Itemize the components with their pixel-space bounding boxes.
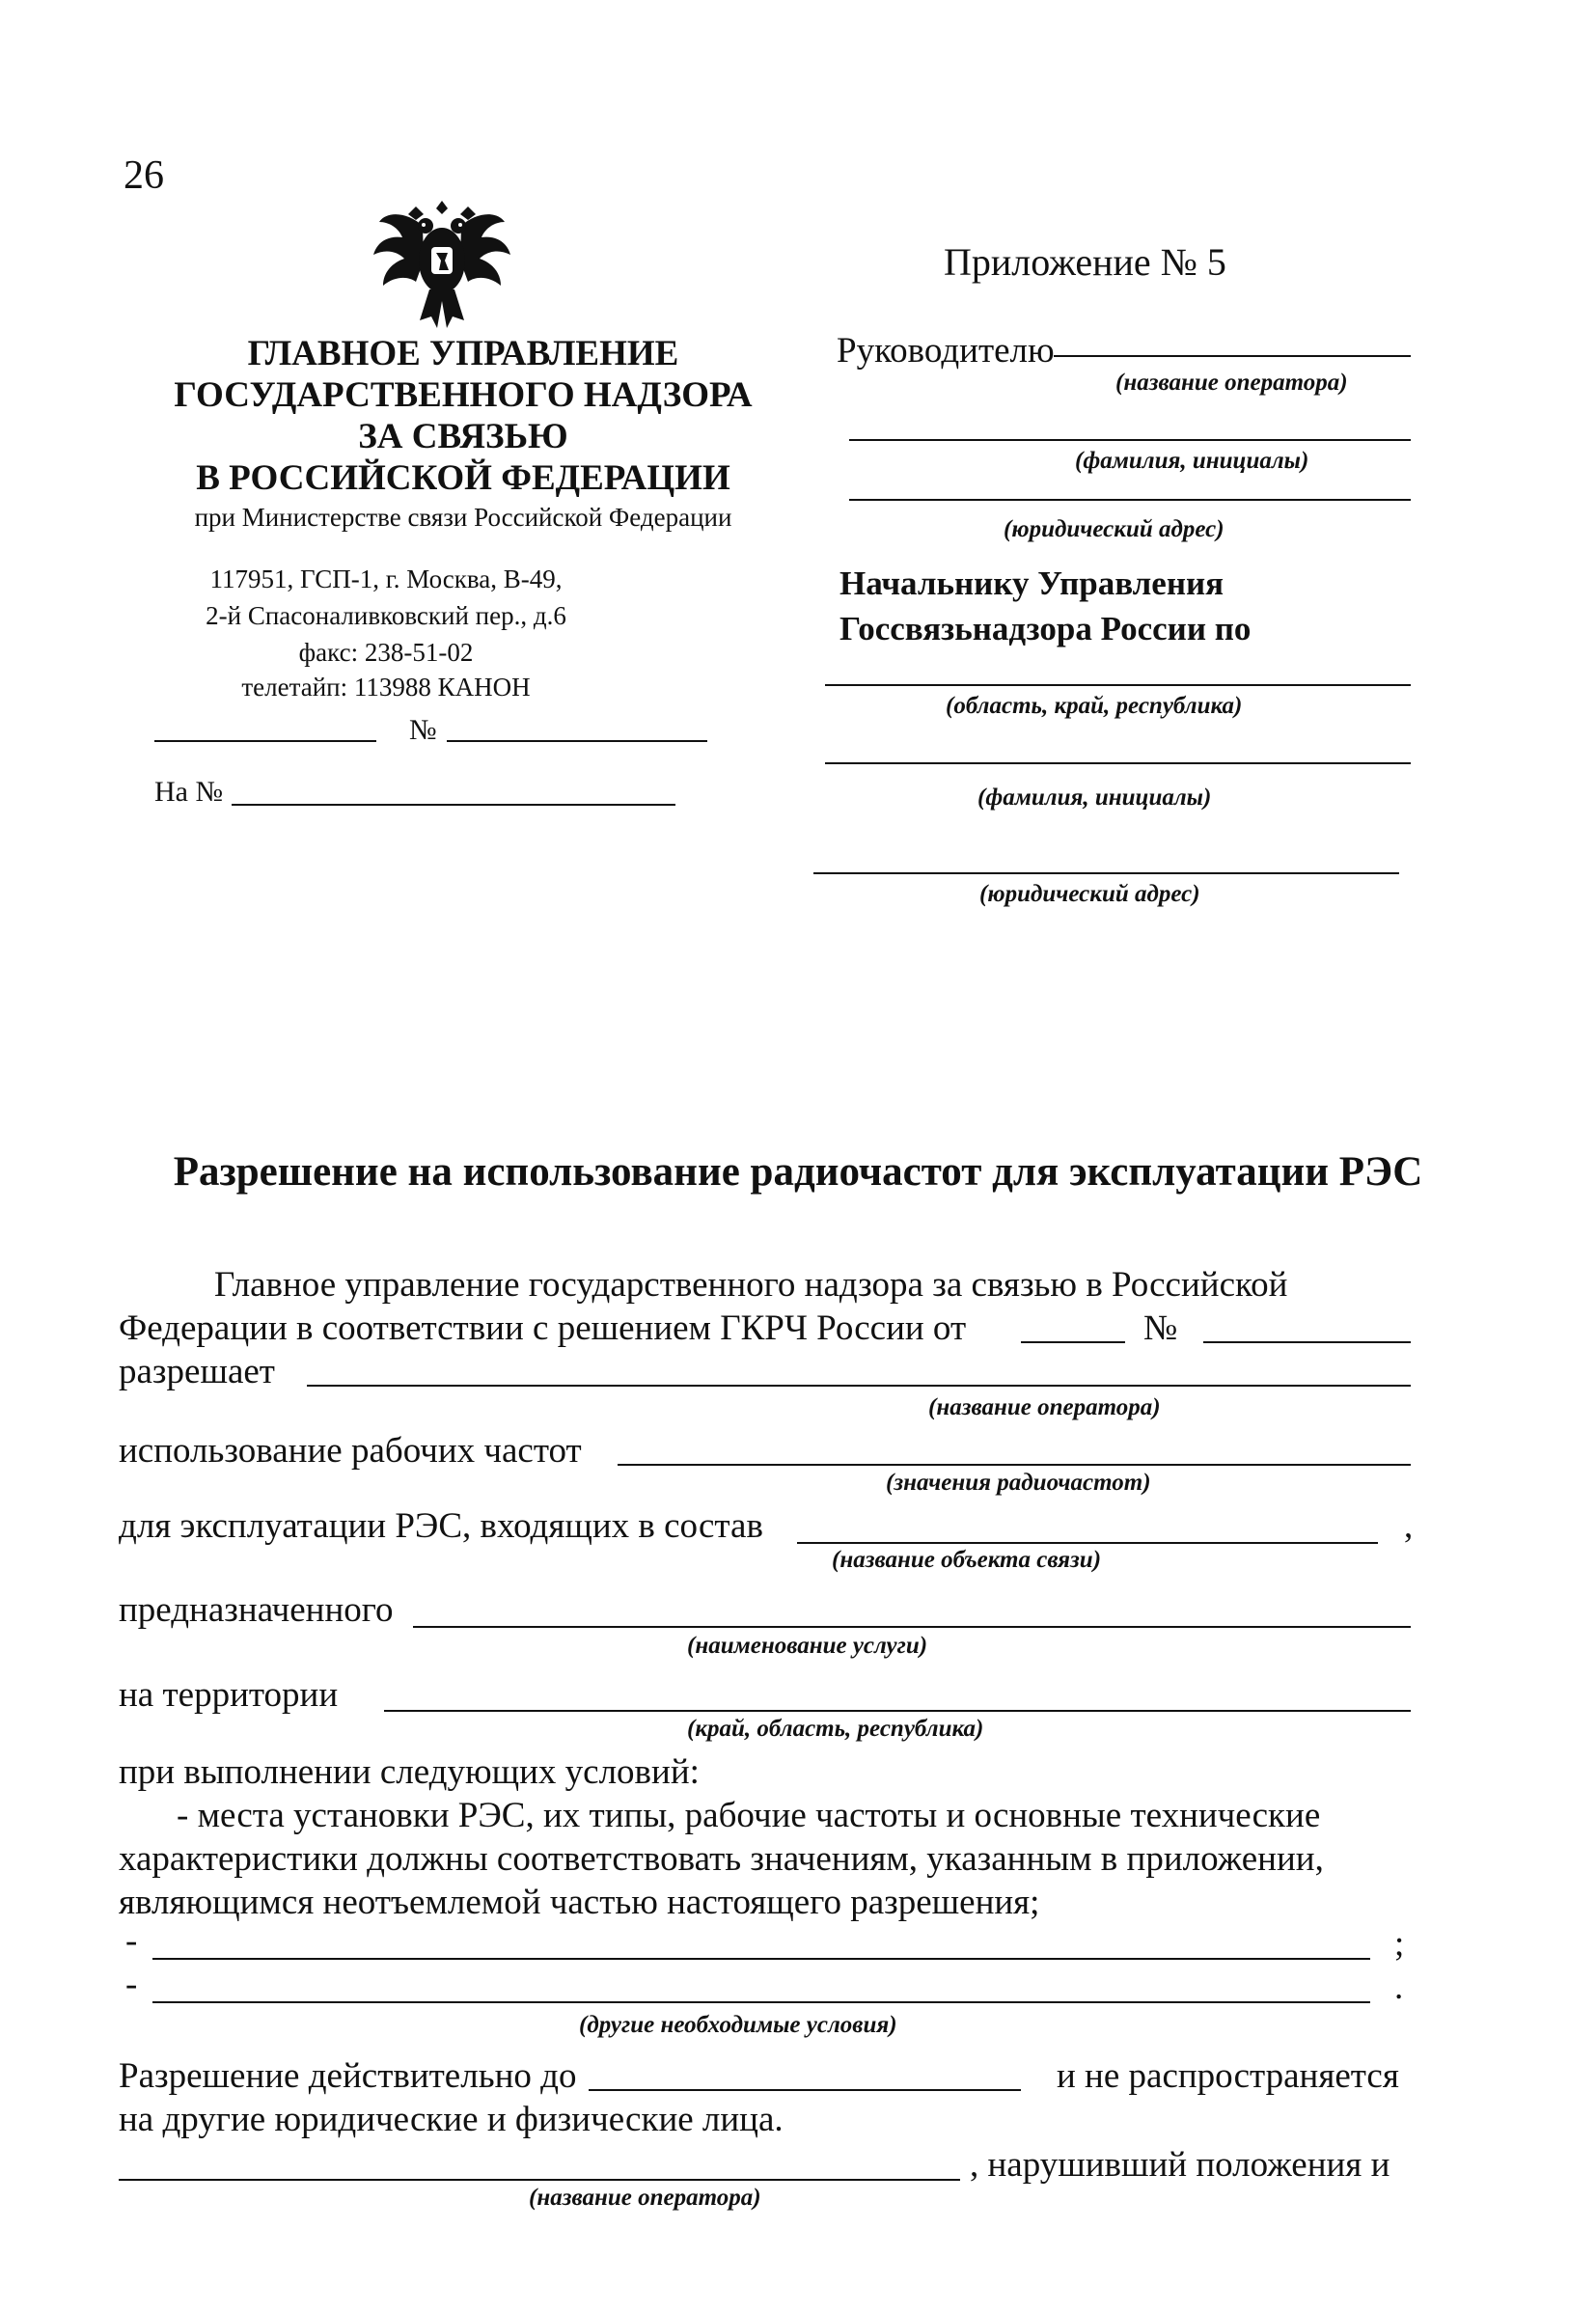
service-line [413, 1626, 1411, 1628]
condition-line-2: характеристики должны соответствовать значениям, указанным в приложении, [119, 1839, 1324, 1879]
permitted-operator-line [307, 1385, 1411, 1387]
chief-address-line [813, 872, 1399, 874]
chief-label-line-1: Начальнику Управления [839, 564, 1225, 602]
condition-line-1: - места установки РЭС, их типы, рабочие частоты и основные технические [177, 1796, 1321, 1835]
decision-number-mark: № [1143, 1308, 1178, 1348]
org-name-line-1: ГЛАВНОЕ УПРАВЛЕНИЕ [247, 334, 679, 373]
territory-caption: (край, область, республика) [687, 1716, 984, 1742]
frequencies-caption: (значения радиочастот) [886, 1470, 1151, 1496]
org-address-line-1: 117951, ГСП-1, г. Москва, В-49, [209, 564, 563, 593]
chief-address-caption: (юридический адрес) [979, 881, 1200, 907]
operator-caption: (название оператора) [1115, 370, 1348, 396]
territory-line [384, 1710, 1411, 1712]
service-caption: (наименование услуги) [687, 1633, 928, 1659]
org-teletype: телетайп: 113988 КАНОН [241, 673, 531, 702]
extra-condition-dash-1: - [125, 1921, 138, 1961]
outgoing-number-line [447, 740, 707, 742]
violator-text: , нарушивший положения и [970, 2145, 1390, 2185]
conditions-label: при выполнении следующих условий: [119, 1752, 700, 1792]
state-emblem-icon [370, 193, 514, 336]
decision-number-line [1203, 1341, 1411, 1343]
outgoing-date-line [154, 740, 376, 742]
res-label: для эксплуатации РЭС, входящих в состав [119, 1506, 763, 1546]
purpose-label: предназначенного [119, 1590, 394, 1630]
territory-label: на территории [119, 1675, 339, 1715]
not-extend-text: и не распространяется [1057, 2056, 1399, 2096]
reply-reference-line [232, 804, 675, 806]
outgoing-number-mark: № [409, 714, 437, 746]
chief-label-line-2: Госсвязьнадзора России по [839, 610, 1252, 647]
permitted-operator-caption: (название оператора) [928, 1394, 1161, 1420]
head-address-caption: (юридический адрес) [1004, 516, 1225, 542]
valid-until-label: Разрешение действительно до [119, 2056, 577, 2096]
operator-name-line [1054, 355, 1411, 357]
region-caption: (область, край, республика) [946, 693, 1243, 719]
frequencies-line [618, 1464, 1411, 1466]
extra-condition-line-2 [152, 2001, 1370, 2003]
object-line [797, 1542, 1378, 1544]
org-fax: факс: 238-51-02 [298, 638, 474, 667]
object-caption: (название объекта связи) [832, 1547, 1102, 1573]
head-address-line [849, 499, 1411, 501]
org-name-line-3: ЗА СВЯЗЬЮ [358, 417, 568, 456]
region-line [825, 684, 1411, 686]
violator-operator-caption: (название оператора) [529, 2185, 761, 2211]
frequencies-label: использование рабочих частот [119, 1431, 582, 1471]
valid-until-line [589, 2089, 1021, 2091]
extra-condition-period: . [1394, 1968, 1404, 2007]
appendix-label: Приложение № 5 [944, 240, 1226, 284]
other-persons-text: на другие юридические и физические лица. [119, 2100, 784, 2139]
extra-conditions-caption: (другие необходимые условия) [579, 2012, 897, 2038]
chief-name-line [825, 762, 1411, 764]
chief-name-caption: (фамилия, инициалы) [977, 784, 1212, 811]
page-number: 26 [124, 153, 164, 198]
reply-reference-label: На № [154, 776, 224, 808]
org-address-line-2: 2-й Спасоналивковский пер., д.6 [206, 601, 566, 630]
extra-condition-semicolon: ; [1394, 1924, 1405, 1964]
decision-date-line [1021, 1341, 1125, 1343]
org-name-line-2: ГОСУДАРСТВЕННОГО НАДЗОРА [174, 375, 753, 415]
document-title: Разрешение на использование радиочастот для эксплуатации РЭС [173, 1149, 1423, 1195]
head-label: Руководителю [837, 331, 1055, 371]
head-name-line [849, 439, 1411, 441]
object-comma: , [1404, 1506, 1414, 1546]
condition-line-3: являющимся неотъемлемой частью настоящего разрешения; [119, 1883, 1040, 1922]
extra-condition-dash-2: - [125, 1965, 138, 2004]
intro-line-1: Главное управление государственного надзора за связью в Российской [214, 1265, 1288, 1305]
org-subtitle: при Министерстве связи Российской Федерации [194, 503, 732, 532]
head-name-caption: (фамилия, инициалы) [1075, 448, 1309, 474]
org-name-line-4: В РОССИЙСКОЙ ФЕДЕРАЦИИ [196, 458, 730, 498]
violator-operator-line [119, 2179, 960, 2181]
extra-condition-line-1 [152, 1958, 1370, 1960]
permits-label: разрешает [119, 1352, 275, 1391]
intro-line-2: Федерации в соответствии с решением ГКРЧ России от [119, 1308, 967, 1348]
